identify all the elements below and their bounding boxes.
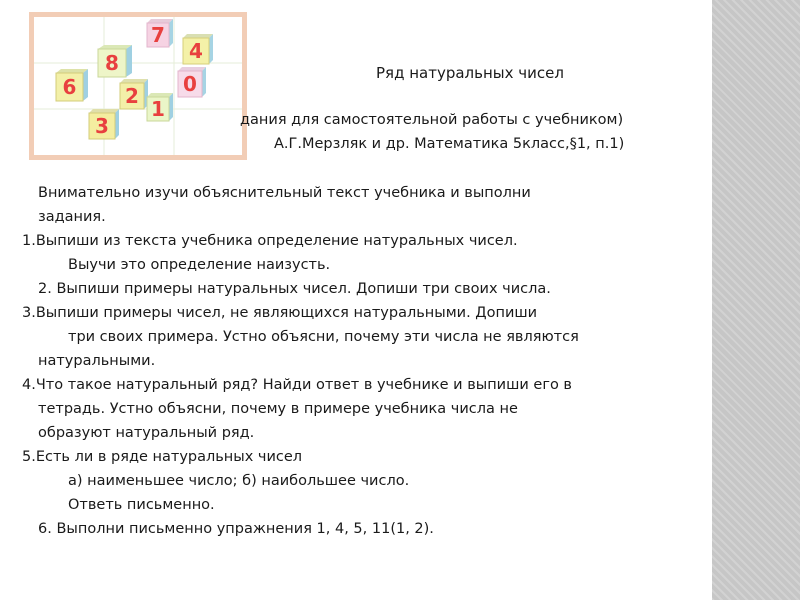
cube-0	[178, 67, 206, 97]
number-cubes-picture	[29, 12, 247, 160]
task-6: 6. Выполни письменно упражнения 1, 4, 5, 11(1, 2).	[38, 521, 434, 537]
task-4-continued: образуют натуральный ряд.	[38, 425, 255, 441]
cube-digit: 0	[183, 72, 197, 96]
instruction-line: задания.	[38, 209, 106, 225]
cube-digit: 7	[151, 23, 165, 47]
task-1: 1.Выпиши из текста учебника определение натуральных чисел.	[22, 233, 518, 249]
task-3-continued: натуральными.	[38, 353, 156, 369]
task-1-continued: Выучи это определение наизусть.	[68, 257, 331, 273]
cube-7	[147, 19, 173, 47]
cube-digit: 8	[105, 51, 119, 75]
cube-6	[56, 69, 88, 101]
cube-digit: 4	[189, 39, 203, 63]
subtitle-line-1: дания для самостоятельной работы с учебником)	[240, 112, 624, 128]
cube-1	[147, 93, 173, 121]
task-2: 2. Выпиши примеры натуральных чисел. Допиши три своих числа.	[38, 281, 551, 297]
cube-digit: 6	[62, 75, 77, 99]
cube-digit: 2	[125, 84, 139, 108]
cube-digit: 3	[95, 114, 109, 138]
subtitle-line-2: А.Г.Мерзляк и др. Математика 5класс,§1, п.1)	[274, 136, 625, 152]
cube-8	[98, 45, 132, 77]
task-4-continued: тетрадь. Устно объясни, почему в примере учебника числа не	[38, 401, 518, 417]
task-5-continued: Ответь письменно.	[68, 497, 215, 513]
task-5-continued: а) наименьшее число; б) наибольшее число.	[68, 473, 410, 489]
task-3-continued: три своих примера. Устно объясни, почему эти числа не являются	[68, 329, 579, 345]
instruction-line: Внимательно изучи объяснительный текст учебника и выполни	[38, 185, 531, 201]
cube-3	[89, 109, 119, 139]
task-4: 4.Что такое натуральный ряд? Найди ответ в учебнике и выпиши его в	[22, 377, 572, 393]
cubes-illustration	[34, 17, 242, 155]
cube-2	[120, 79, 148, 109]
cube-4	[183, 34, 213, 64]
decorative-sidebar	[712, 0, 800, 600]
cube-digit: 1	[151, 97, 165, 121]
task-3: 3.Выпиши примеры чисел, не являющихся натуральными. Допиши	[22, 305, 538, 321]
task-5: 5.Есть ли в ряде натуральных чисел	[22, 449, 303, 465]
slide-title: Ряд натуральных чисел	[376, 64, 564, 82]
